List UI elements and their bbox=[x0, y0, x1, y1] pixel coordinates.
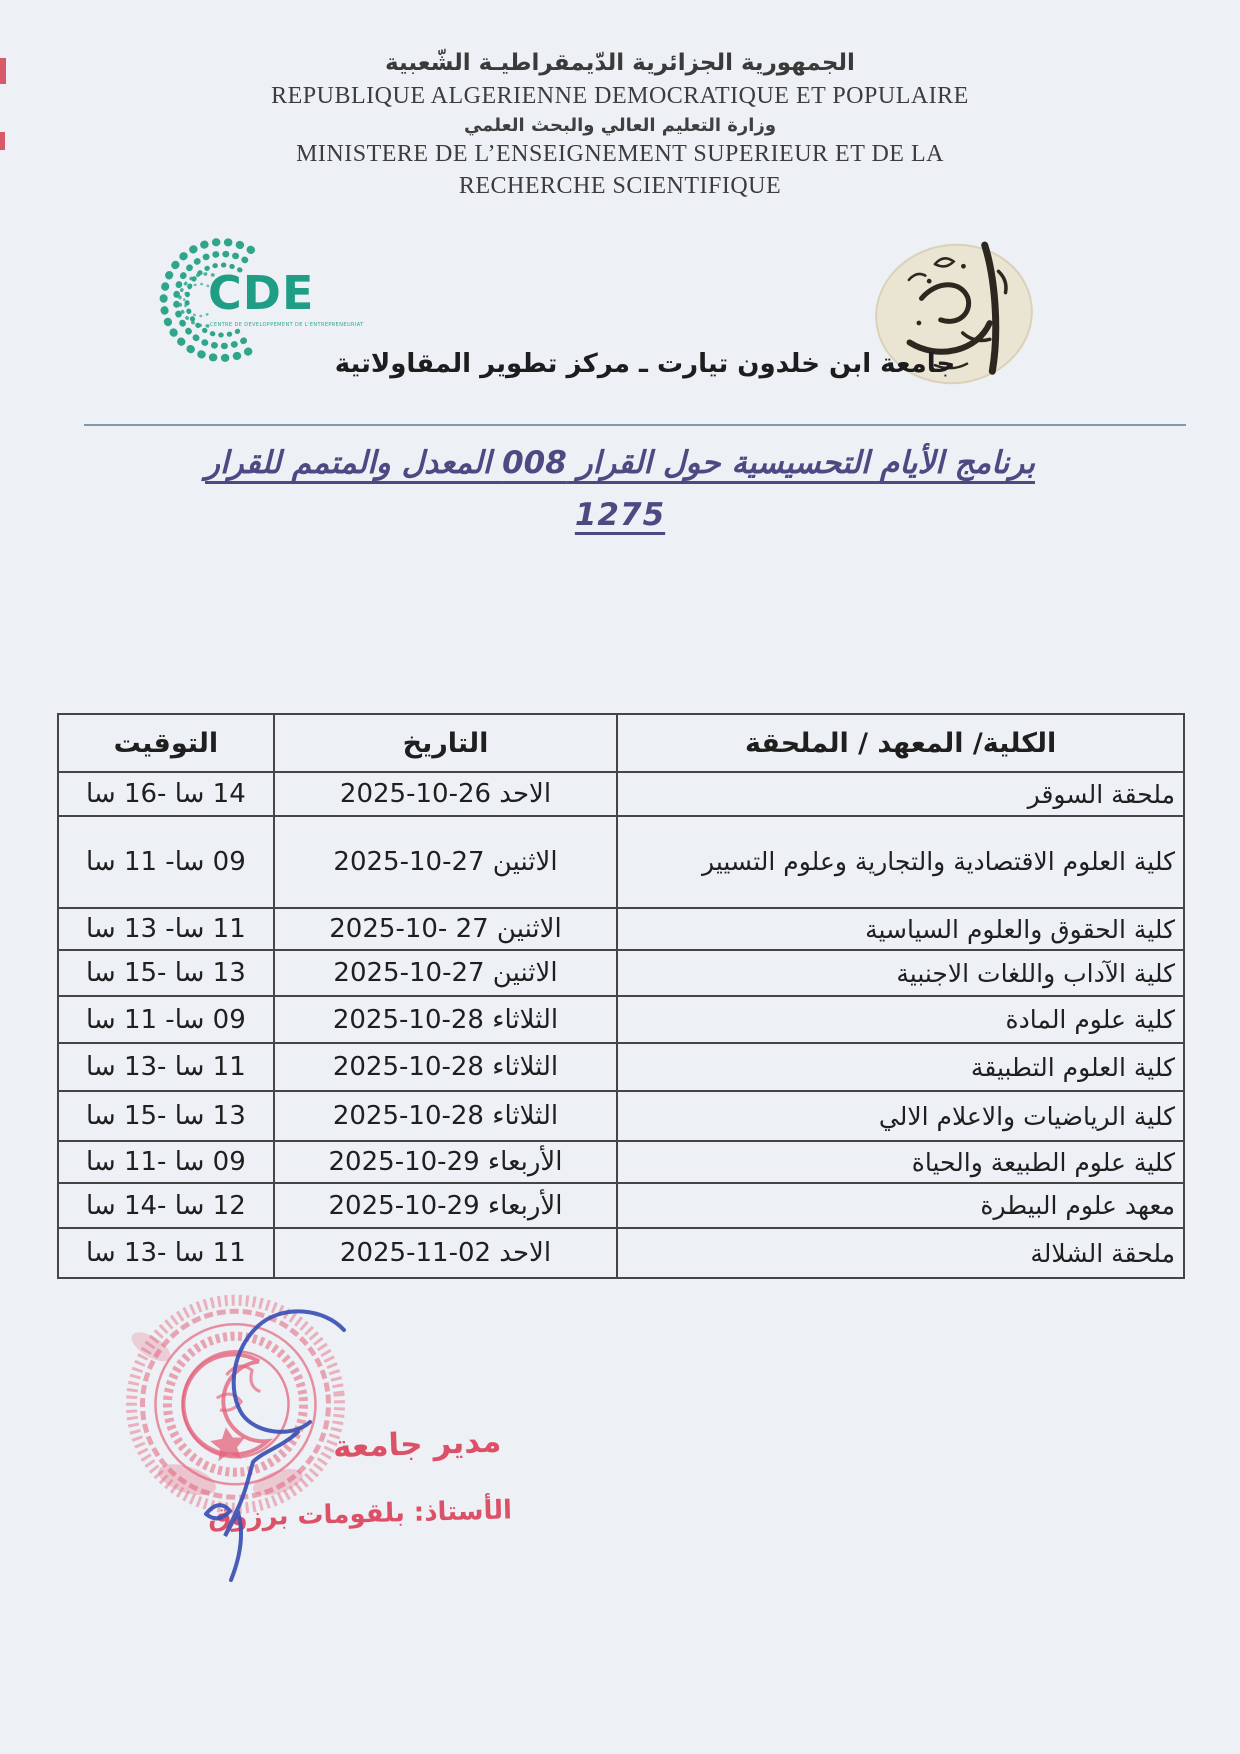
schedule-table bbox=[57, 713, 1185, 1279]
document-header bbox=[0, 50, 1240, 205]
date-cell: الثلاثاء 28-10-2025 bbox=[274, 1043, 618, 1091]
date-cell: الاثنين 27-10-2025 bbox=[274, 950, 618, 996]
date-cell: الاثنين 27-10-2025 bbox=[274, 816, 618, 908]
ministry-title-french-line1: MINISTERE DE L’ENSEIGNEMENT SUPERIEUR ET DE LA bbox=[296, 141, 944, 167]
republic-title-french: REPUBLIQUE ALGERIENNE DEMOCRATIQUE ET POPULAIRE bbox=[271, 83, 969, 109]
ministry-title-arabic: وزارة التعليم العالي والبحث العلمي bbox=[463, 115, 777, 136]
scan-artifact bbox=[0, 132, 5, 150]
faculty-cell: كلية الحقوق والعلوم السياسية bbox=[617, 908, 1184, 950]
table-row bbox=[58, 1228, 1184, 1278]
scan-artifact bbox=[0, 58, 6, 84]
time-cell: 11 سا -13 سا bbox=[58, 1228, 274, 1278]
faculty-cell: كلية الآداب واللغات الاجنبية bbox=[617, 950, 1184, 996]
date-cell: الاحد 02-11-2025 bbox=[274, 1228, 618, 1278]
time-cell: 09 سا- 11 سا bbox=[58, 996, 274, 1043]
faculty-cell: كلية العلوم التطبيقة bbox=[617, 1043, 1184, 1091]
faculty-cell: كلية الرياضيات والاعلام الالي bbox=[617, 1091, 1184, 1141]
republic-title-arabic: الجمهورية الجزائرية الدّيمقراطيـة الشّعبية bbox=[385, 50, 855, 76]
director-title-text: مدير جامعة bbox=[332, 1423, 502, 1466]
faculty-cell: ملحقة السوقر bbox=[617, 772, 1184, 816]
time-cell: 13 سا -15 سا bbox=[58, 1091, 274, 1141]
col-header-time: التوقيت bbox=[58, 714, 274, 772]
table-row bbox=[58, 950, 1184, 996]
table-row bbox=[58, 1183, 1184, 1228]
horizontal-divider bbox=[84, 424, 1186, 426]
faculty-cell: كلية علوم المادة bbox=[617, 996, 1184, 1043]
ministry-title-french-line2: RECHERCHE SCIENTIFIQUE bbox=[458, 173, 782, 199]
date-cell: الاثنين 27 -10-2025 bbox=[274, 908, 618, 950]
table-row bbox=[58, 1043, 1184, 1091]
date-cell: الثلاثاء 28-10-2025 bbox=[274, 1091, 618, 1141]
faculty-cell: كلية العلوم الاقتصادية والتجارية وعلوم التسيير bbox=[617, 816, 1184, 908]
time-cell: 11 سا -13 سا bbox=[58, 1043, 274, 1091]
time-cell: 09 سا- 11 سا bbox=[58, 816, 274, 908]
table-row bbox=[58, 1141, 1184, 1183]
faculty-cell: كلية علوم الطبيعة والحياة bbox=[617, 1141, 1184, 1183]
table-row bbox=[58, 772, 1184, 816]
title-line2: 1275 bbox=[574, 497, 666, 533]
date-cell: الثلاثاء 28-10-2025 bbox=[274, 996, 618, 1043]
title-line1: برنامج الأيام التحسيسية حول القرار 008 المعدل والمتمم للقرار bbox=[205, 445, 1035, 481]
cde-logo-text: CDE bbox=[208, 266, 315, 320]
handwritten-signature-ink bbox=[148, 1282, 378, 1612]
university-name-line: جامعة ابن خلدون تيارت ـ مركز تطوير المقاولاتية bbox=[334, 349, 956, 379]
table-row bbox=[58, 816, 1184, 908]
time-cell: 11 سا- 13 سا bbox=[58, 908, 274, 950]
col-header-date: التاريخ bbox=[274, 714, 618, 772]
time-cell: 09 سا -11 سا bbox=[58, 1141, 274, 1183]
table-row bbox=[58, 908, 1184, 950]
date-cell: الاحد 26-10-2025 bbox=[274, 772, 618, 816]
document-title bbox=[0, 445, 1240, 533]
date-cell: الأربعاء 29-10-2025 bbox=[274, 1141, 618, 1183]
col-header-faculty: الكلية/ المعهد / الملحقة bbox=[617, 714, 1184, 772]
table-row bbox=[58, 1091, 1184, 1141]
table-header-row bbox=[58, 714, 1184, 772]
cde-logo-tagline: CENTRE DE DEVELOPPEMENT DE L'ENTREPRENEURIAT bbox=[210, 322, 364, 328]
time-cell: 12 سا -14 سا bbox=[58, 1183, 274, 1228]
time-cell: 13 سا -15 سا bbox=[58, 950, 274, 996]
faculty-cell: معهد علوم البيطرة bbox=[617, 1183, 1184, 1228]
faculty-cell: ملحقة الشلالة bbox=[617, 1228, 1184, 1278]
table-row bbox=[58, 996, 1184, 1043]
professor-name-text: الأستاذ: بلقومات برزوق bbox=[207, 1495, 513, 1534]
date-cell: الأربعاء 29-10-2025 bbox=[274, 1183, 618, 1228]
time-cell: 14 سا -16 سا bbox=[58, 772, 274, 816]
